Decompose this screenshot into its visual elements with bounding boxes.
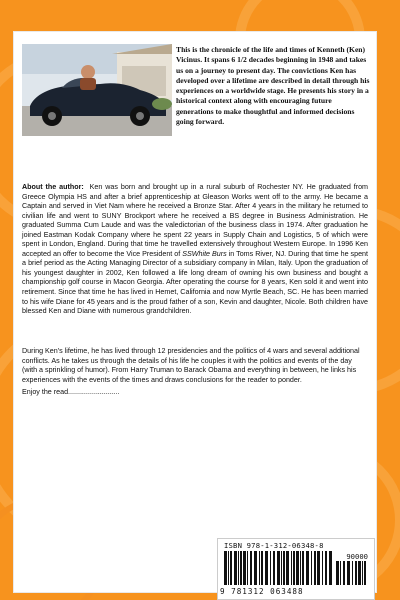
book-blurb: This is the chronicle of the life and times of Kenneth (Ken) Vicinus. It spans 6 1/2 decades beginning in 1948 and takes us on a journey to present day. The convictions Ken has developed over a lifetime are described in detail through his experiences on a worldwide stage. He presents his story in a historical context along with encouraging future generations to make thoughtful and informed decisions going forward. bbox=[176, 45, 370, 127]
barcode-digits: 9 781312 063488 bbox=[220, 587, 304, 596]
about-the-author bbox=[22, 183, 368, 317]
barcode-bars bbox=[224, 551, 332, 587]
price-code: 90000 bbox=[346, 552, 368, 561]
closing-line: Enjoy the read.......................... bbox=[22, 388, 120, 396]
about-label: About the author: bbox=[22, 183, 84, 191]
about-text-part1: Ken was born and brought up in a rural suburb of Rochester NY. He graduated from Greece Olympia HS and after a brief apprenticeship at Gleason Works went off to the army. He became a Captain and served in Viet Nam where he received a Bronze Star. After 4 years in the military he returned to civilian life and went to SUNY Brockport where he received a BS degree in Business Administration. He graduated Summa Cum Laude and was the valedictorian of the business class in 1974. After graduation he joined Eastman Kodak Company where he spent 22 years in Supply Chain and Logistics, 5 of which were spent in London, England. During that time he travelled extensively throughout Western Europe. In 1996 Ken accepted an offer to become the Vice President of bbox=[22, 183, 369, 258]
author-car-photo bbox=[22, 44, 172, 136]
company-name: SSWhite Burs bbox=[182, 249, 227, 258]
lifetime-paragraph: During Ken's lifetime, he has lived through 12 presidencies and the politics of 4 wars and several additional conflicts. As he takes us through the details of his life he couples it with the politics and events of the day (with a sprinkling of humor). From Harry Truman to Barack Obama and everything in between, he links his experiences with the events of the times and draws conclusions for the reader to ponder. bbox=[22, 347, 360, 384]
about-text-part2: in Toms River, NJ. During that time he spent a brief period as the Acting Managing Director of a subsidiary company in Milan, Italy. Upon the graduation of his youngest daughter in 2002, Ken followed a life long dream of owning his own business and bought a championship golf course in Macon Georgia. After operating the course for 8 years, Ken sold it and went into retirement. Since that time he has lived in Hemet, California and now Myrtle Beach, SC. He has been married to his wife Diane for 45 years and is the proud father of a son, Kevin and daughter, Nicole. Both children have blessed Ken and Diane with numerous grandchildren. bbox=[22, 249, 369, 316]
isbn-text: ISBN 978-1-312-06348-8 bbox=[224, 541, 324, 550]
isbn-barcode bbox=[217, 538, 375, 600]
barcode-addon-bars bbox=[336, 561, 368, 587]
back-cover-panel bbox=[14, 32, 376, 596]
